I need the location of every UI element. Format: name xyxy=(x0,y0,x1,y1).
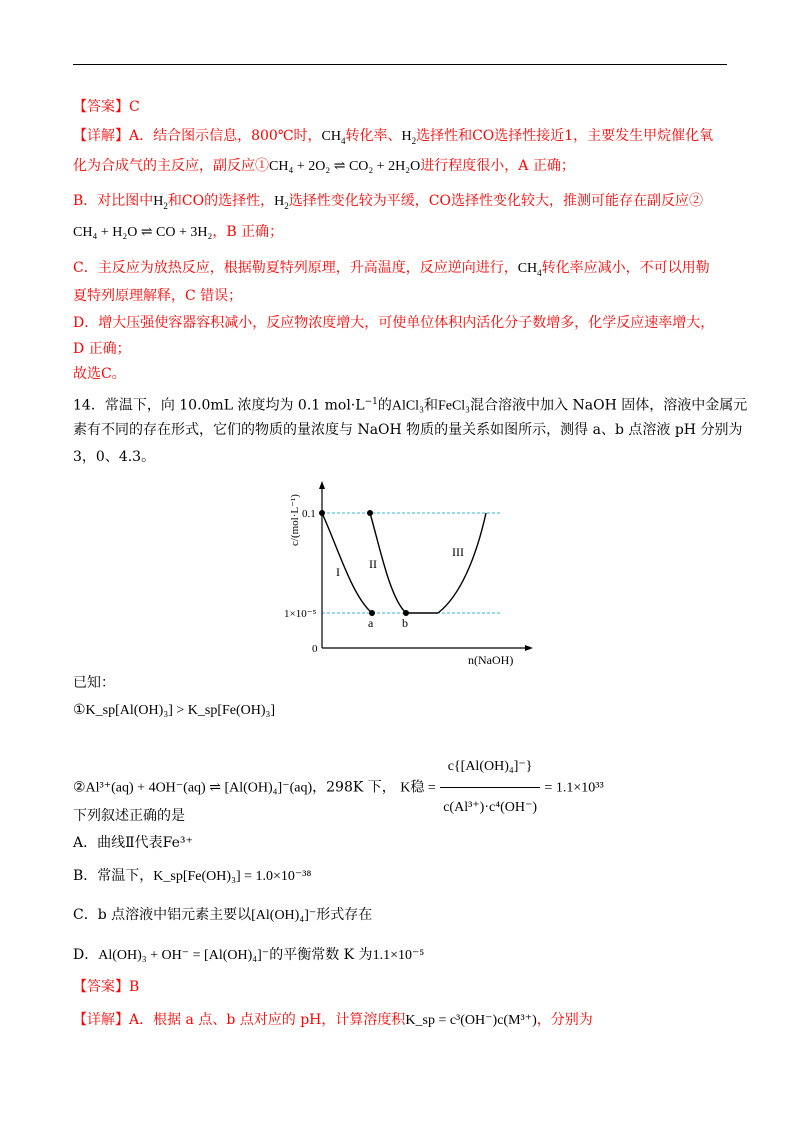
y-tick-1e-5: 1×10⁻⁵ xyxy=(284,608,317,620)
q14-known-1: ①K_sp[Al(OH)₃] > K_sp[Fe(OH)₃] xyxy=(73,703,276,718)
q14-answer: 【答案】B xyxy=(73,979,140,995)
q14-prompt: 下列叙述正确的是 xyxy=(73,808,185,824)
point-label-a: a xyxy=(368,616,374,630)
q14-stem-line1: 14．常温下，向 10.0mL 浓度均为 0.1 $mol\cdot L^{-1}$的AlCl₃和FeCl₃混合溶液中加入 NaOH 固体，溶液中金属元 xyxy=(73,397,748,414)
q13-conclusion: 故选C。 xyxy=(73,366,126,382)
point-label-b: b xyxy=(402,616,408,630)
q13-detail-c-line2: 夏特列原理解释，C 错误； xyxy=(73,288,243,304)
q13-detail-d-line2: D 正确； xyxy=(73,341,131,357)
curve-label-II: II xyxy=(369,557,377,571)
x-axis-arrow xyxy=(525,645,533,651)
y-tick-0.1: 0.1 xyxy=(302,508,316,520)
q13-eq1: CH₄ + 2O₂ ⇌ CO₂ + 2H₂O xyxy=(269,159,421,174)
q14-known-2: ②Al³⁺(aq) + 4OH⁻(aq) ⇌ [Al(OH)₄]⁻(aq)，298K 下， K稳 = $\frac{\text{c\{[Al(OH)₄]⁻\}}}{\text{c(Al³⁺)·c⁴(OH⁻)}}$ = 1.1×10³³ xyxy=(73,748,604,827)
q14-option-b: B．常温下，K_sp[Fe(OH)₃] = 1.0×10⁻³⁸ xyxy=(73,868,312,884)
q13-detail-a-line2: 化为合成气的主反应，副反应①CH₄ + 2O₂ ⇌ CO₂ + 2H₂O进行程度很小，A 正确； xyxy=(73,158,575,174)
k-fraction: $\frac{\text{c\{[Al(OH)₄]⁻\}}}{\text{c(Al³⁺)·c⁴(OH⁻)}}$ xyxy=(440,748,540,827)
q14-option-c: C．b 点溶液中铝元素主要以[Al(OH)₄]⁻形式存在 xyxy=(73,907,373,923)
point-start-II xyxy=(367,510,373,516)
x-axis-label: n(NaOH) xyxy=(468,653,514,667)
q13-detail-d-line1: D．增大压强使容器容积减小，反应物浓度增大，可使单位体积内活化分子数增多，化学反应速率增大， xyxy=(73,315,715,331)
q13-answer: 【答案】C xyxy=(73,99,140,115)
curve-label-I: I xyxy=(336,565,340,579)
q14-detail: 【详解】A．根据 a 点、b 点对应的 pH，计算溶度积K_sp = c³(OH⁻)c(M³⁺)，分别为 xyxy=(73,1012,593,1028)
q14-stem-line2: 素有不同的存在形式，它们的物质的量浓度与 NaOH 物质的量关系如图所示，测得 a、b 点溶液 pH 分别为 xyxy=(73,422,743,438)
q13-detail-a-line1: 【详解】A．结合图示信息，800℃时，$CH_4$转化率、$H_2$选择性和CO选择性接近1，主要发生甲烷催化氧 xyxy=(73,128,714,146)
header-rule xyxy=(73,64,727,65)
q14-known-label: 已知： xyxy=(73,675,115,691)
y-axis-label: c/(mol·L⁻¹) xyxy=(289,494,301,546)
q14-stem-line3: 3，0、4.3。 xyxy=(73,449,156,465)
curve-label-III: III xyxy=(452,545,464,559)
q13-detail-b-line2: CH₄ + H₂O ⇌ CO + 3H₂，B 正确； xyxy=(73,224,284,240)
q13-detail-b-line1: B．对比图中$H_2$和CO的选择性，$H_2$选择性变化较为平缓，CO选择性变化较大，推测可能存在副反应② xyxy=(73,193,703,211)
q13-detail-c-line1: C．主反应为放热反应，根据勒夏特列原理，升高温度，反应逆向进行，$CH_4$转化率应减小，不可以用勒 xyxy=(73,260,710,278)
curve-III xyxy=(438,513,486,613)
q14-option-a: A．曲线Ⅱ代表Fe³⁺ xyxy=(73,835,193,851)
curve-I xyxy=(322,513,372,613)
q13-eq2: CH₄ + H₂O ⇌ CO + 3H₂ xyxy=(73,225,213,240)
point-start-I xyxy=(319,510,325,516)
y-axis-arrow xyxy=(319,481,325,489)
concentration-chart xyxy=(280,478,540,673)
q14-option-d: D．Al(OH)₃ + OH⁻ = [Al(OH)₄]⁻的平衡常数 K 为1.1×10⁻⁵ xyxy=(73,947,425,963)
origin-label: 0 xyxy=(312,643,318,655)
